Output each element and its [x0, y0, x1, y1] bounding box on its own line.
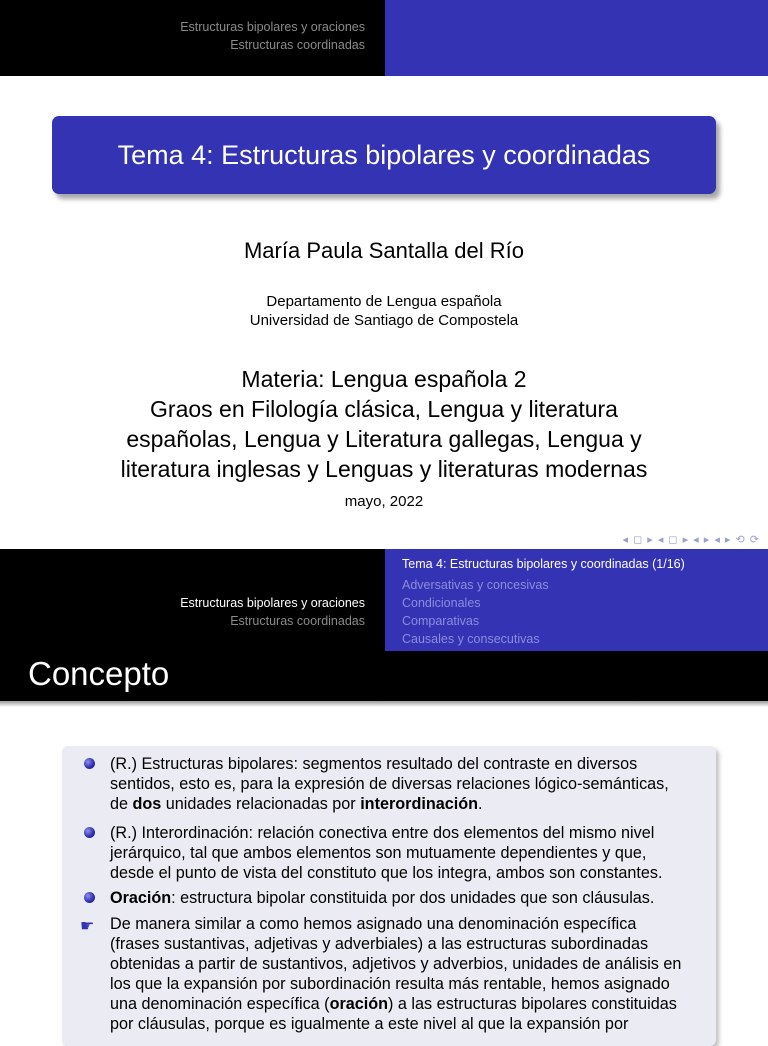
- item-line: De manera similar a como hemos asignado una denominación específica: [110, 915, 637, 933]
- item-line: (frases sustantivas, adjetivas y adverbiales) a las estructuras subordinadas: [110, 935, 649, 953]
- item-line: (R.) Interordinación: relación conectiva entre dos elementos del mismo nivel: [110, 824, 655, 842]
- header-left-panel: [0, 549, 385, 651]
- ball-bullet-icon: [84, 758, 95, 769]
- item-line: desde el punto de vista del constituto que los integra, ambos son constantes.: [110, 864, 663, 882]
- bold-term: interordinación: [360, 795, 479, 813]
- text: ) a las estructuras bipolares constituidas: [388, 995, 677, 1013]
- text: unidades relacionadas por: [161, 795, 361, 813]
- list-item: [110, 754, 704, 814]
- frame-title-bar: [0, 651, 768, 701]
- item-line: [110, 994, 704, 1014]
- content-slide: [0, 549, 768, 1033]
- header-subsection[interactable]: Estructuras coordinadas: [230, 38, 365, 52]
- slide-header: [0, 549, 768, 651]
- institution: [0, 292, 768, 330]
- item-line: (R.) Estructuras bipolares: segmentos resultado del contraste en diversos: [110, 755, 638, 773]
- toc-item[interactable]: Condicionales: [402, 596, 481, 610]
- bold-term: oración: [329, 995, 389, 1013]
- institution-department: Departamento de Lengua española: [266, 293, 502, 310]
- list-item: [110, 888, 704, 908]
- header-right-panel: [385, 0, 768, 76]
- institution-university: Universidad de Santiago de Compostela: [249, 312, 519, 329]
- ball-bullet-icon: [84, 892, 95, 903]
- bold-term: Oración: [110, 889, 172, 907]
- bold-term: dos: [132, 795, 162, 813]
- author: María Paula Santalla del Río: [243, 238, 525, 263]
- list-item: [110, 823, 704, 883]
- pointing-hand-icon: ☛: [80, 918, 95, 935]
- item-line: obtenidas a partir de sustantivos, adjetivos y adverbios, unidades de análisis en: [110, 955, 682, 973]
- text: .: [478, 795, 483, 813]
- frame-title: Concepto: [28, 655, 170, 692]
- item-line: sentidos, esto es, para la expresión de diversas relaciones lógico-semánticas,: [110, 775, 669, 793]
- subject-line: Materia: Lengua española 2: [241, 366, 527, 392]
- toc-current[interactable]: Tema 4: Estructuras bipolares y coordinadas (1/16): [402, 557, 685, 571]
- presentation-date: mayo, 2022: [344, 493, 424, 510]
- list-item: [110, 914, 704, 1034]
- navigation-icons[interactable]: ◂ ◻ ▸ ◂ ◻ ▸ ◂ ▸ ◂ ▸ ⟲ ⟳: [622, 534, 760, 546]
- toc-item[interactable]: Causales y consecutivas: [402, 632, 540, 646]
- subject-line: Graos en Filología clásica, Lengua y literatura: [150, 396, 618, 422]
- text: : estructura bipolar constituida por dos unidades que son cláusulas.: [171, 889, 655, 907]
- header-section-active[interactable]: Estructuras bipolares y oraciones: [180, 596, 365, 610]
- item-line: los que la expansión por subordinación resulta más rentable, hemos asignado: [110, 975, 670, 993]
- text: una denominación específica (: [110, 995, 330, 1013]
- header-section[interactable]: Estructuras bipolares y oraciones: [180, 20, 365, 34]
- title-box: [52, 116, 716, 194]
- item-line: [110, 794, 704, 814]
- slide-header: [0, 0, 768, 76]
- text: de: [110, 795, 133, 813]
- header-left-panel: [0, 0, 385, 76]
- subject-line: españolas, Lengua y Literatura gallegas, Lengua y: [126, 426, 642, 452]
- frame-title-shadow: [0, 701, 768, 707]
- content-block: [62, 746, 716, 1046]
- item-line: [110, 888, 704, 908]
- subject-info: [0, 364, 768, 484]
- ball-bullet-icon: [84, 827, 95, 838]
- header-subsection[interactable]: Estructuras coordinadas: [230, 614, 365, 628]
- toc-item[interactable]: Comparativas: [402, 614, 480, 628]
- toc-item[interactable]: Adversativas y concesivas: [402, 578, 549, 592]
- item-line: por cláusulas, porque es igualmente a este nivel al que la expansión por: [110, 1015, 629, 1033]
- presentation-title: Tema 4: Estructuras bipolares y coordinadas: [117, 139, 651, 170]
- header-right-panel: [385, 549, 768, 651]
- item-line: jerárquico, tal que ambos elementos son mutuamente dependientes y que,: [110, 844, 647, 862]
- subject-line: literatura inglesas y Lenguas y literaturas modernas: [120, 456, 648, 482]
